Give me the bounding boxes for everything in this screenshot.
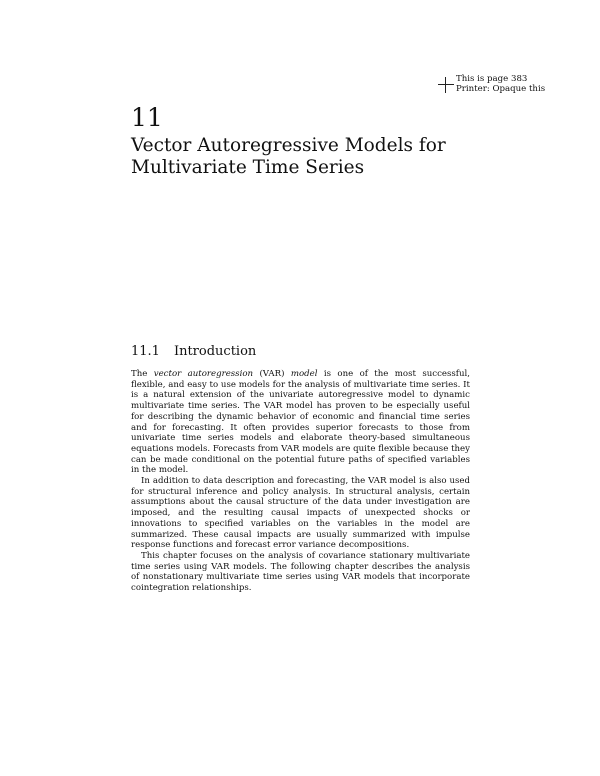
p1-emphasis-2: model [290, 369, 318, 379]
section-number: 11.1 [131, 344, 160, 359]
p1-pre: The [131, 369, 154, 379]
section-heading [131, 344, 256, 359]
printer-line: Printer: Opaque this [456, 84, 546, 94]
chapter-number: 11 [131, 103, 163, 132]
paragraph-1 [131, 369, 470, 476]
chapter-title: Vector Autoregressive Models for Multivariate Time Series [131, 135, 446, 178]
crop-mark-icon [438, 77, 454, 93]
p1-mid: (VAR) [253, 369, 291, 379]
page-header-note [456, 74, 545, 94]
p1-post: is one of the most successful, flexible, and easy to use models for the analysis of multivariate time series. It is a natural extension of the univariate autoregressive model to dynamic multivariate time series. The VAR model has proven to be especially useful for describing the dynamic behavior of economic and financial time series and for forecasting. It often provides superior forecasts to those from univariate time series models and elaborate theory-based simultaneous equations models. Forecasts from VAR models are quite flexible because they can be made conditional on the potential future paths of specified variables in the model. [131, 369, 470, 476]
section-title: Introduction [173, 344, 257, 359]
paragraph-3: This chapter focuses on the analysis of covariance stationary multivariate time series using VAR models. The following chapter describes the analysis of nonstationary multivariate time series using VAR models that incorporate cointegration relationships. [131, 550, 470, 594]
page-number-line: This is page 383 [456, 74, 528, 84]
body-text [131, 369, 470, 594]
p1-emphasis-1: vector autoregression [153, 369, 254, 379]
paragraph-2: In addition to data description and forecasting, the VAR model is also used for structural inference and policy analysis. In structural analysis, certain assumptions about the causal structure of the data under investigation are imposed, and the resulting causal impacts of unexpected shocks or innovations to specified variables on the variables in the model are summarized. These causal impacts are usually summarized with impulse response functions and forecast error variance decompositions. [131, 476, 470, 551]
